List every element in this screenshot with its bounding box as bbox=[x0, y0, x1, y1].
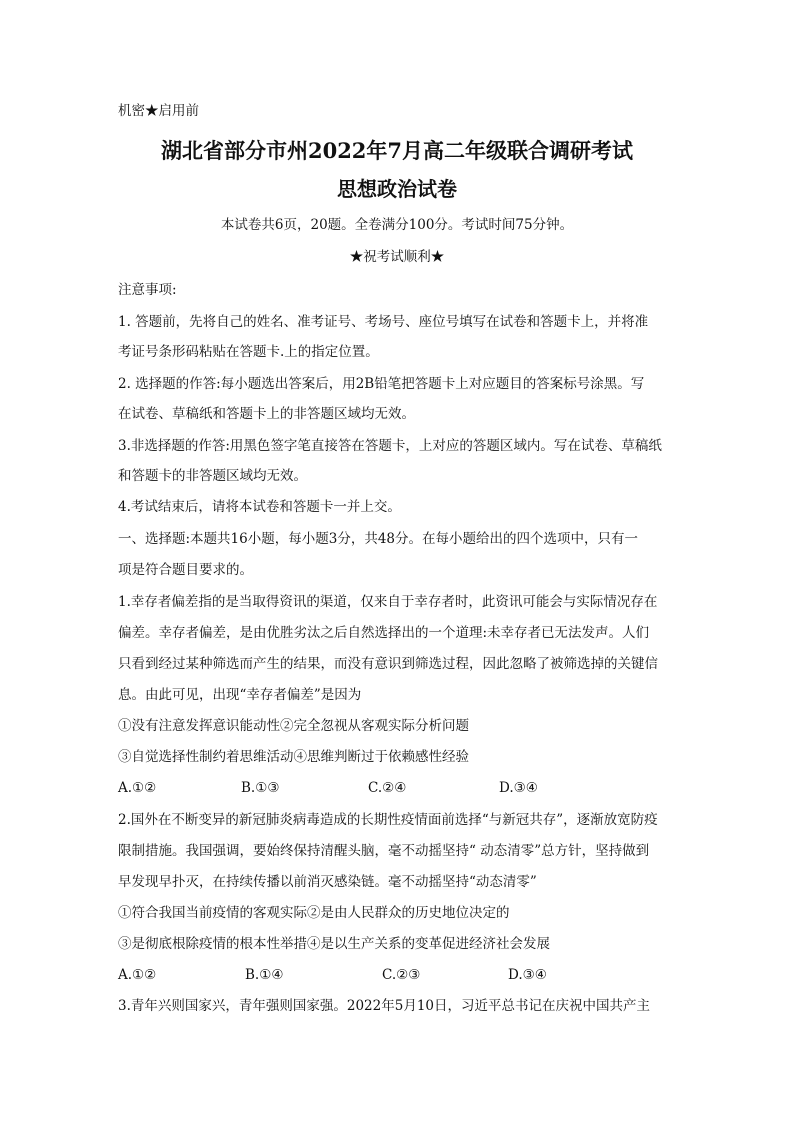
question-text: 1.幸存者偏差指的是当取得资讯的渠道，仅来自于幸存者时，此资讯可能会与实际情况存在 bbox=[118, 594, 658, 610]
notes-line: 4.考试结束后，请将本试卷和答题卡一并上交。 bbox=[118, 499, 401, 515]
answer-option-d: D.③④ bbox=[499, 780, 538, 796]
question-text: 息。由此可见，出现“幸存者偏差”是因为 bbox=[118, 687, 362, 703]
question-statement: ③是彻底根除疫情的根本性举措④是以生产关系的变革促进经济社会发展 bbox=[118, 936, 550, 952]
answer-option-b: B.①④ bbox=[245, 967, 284, 983]
question-text: 早发现早扑灭，在持续传播以前消灭感染链。毫不动摇坚持“动态清零” bbox=[118, 874, 537, 890]
exam-info: 本试卷共6页，20题。全卷满分100分。考试时间75分钟。 bbox=[220, 217, 574, 233]
answer-option-c: C.②④ bbox=[368, 780, 407, 796]
question-text: 偏差。幸存者偏差，是由优胜劣汰之后自然选择出的一个道理:未幸存者已无法发声。人们 bbox=[118, 625, 650, 641]
exam-title: 湖北省部分市州2022年7月高二年级联合调研考试 bbox=[160, 138, 634, 163]
section-heading: 一、选择题:本题共16小题，每小题3分，共48分。在每小题给出的四个选项中，只有一 bbox=[118, 531, 638, 547]
answer-option-d: D.③④ bbox=[508, 967, 547, 983]
answer-option-b: B.①③ bbox=[241, 780, 280, 796]
notes-line: 1. 答题前，先将自己的姓名、准考证号、考场号、座位号填写在试卷和答题卡上，并将准 bbox=[118, 314, 649, 330]
question-statement: ①没有注意发挥意识能动性②完全忽视从客观实际分析问题 bbox=[118, 718, 469, 734]
exam-subtitle: 思想政治试卷 bbox=[337, 177, 457, 201]
notes-line: 和答题卡的非答题区域均无效。 bbox=[118, 468, 307, 484]
good-luck-line: ★祝考试顺利★ bbox=[349, 249, 445, 265]
question-statement: ③自觉选择性制约着思维活动④思维判断过于依赖感性经验 bbox=[118, 749, 469, 765]
answer-option-a: A.①② bbox=[118, 780, 157, 796]
answer-option-c: C.②③ bbox=[382, 967, 421, 983]
notes-line: 2. 选择题的作答:每小题选出答案后，用2B铅笔把答题卡上对应题目的答案标号涂黑。写 bbox=[118, 376, 645, 392]
notes-line: 3.非选择题的作答:用黑色签字笔直接答在答题卡，上对应的答题区域内。写在试卷、草稿纸 bbox=[118, 438, 662, 454]
secret-label: 机密★启用前 bbox=[118, 103, 199, 119]
question-text: 2.国外在不断变异的新冠肺炎病毒造成的长期性疫情面前选择“与新冠共存”，逐渐放宽防疫 bbox=[118, 812, 658, 828]
question-statement: ①符合我国当前疫情的客观实际②是由人民群众的历史地位决定的 bbox=[118, 905, 510, 921]
notes-line: 考证号条形码粘贴在答题卡.上的指定位置。 bbox=[118, 344, 379, 360]
notes-line: 在试卷、草稿纸和答题卡上的非答题区域均无效。 bbox=[118, 406, 415, 422]
question-text: 只看到经过某种筛选而产生的结果，而没有意识到筛选过程，因此忽略了被筛选掉的关键信 bbox=[118, 656, 658, 672]
question-text: 限制措施。我国强调，要始终保持清醒头脑，毫不动摇坚持“ 动态清零”总方针，坚持做到 bbox=[118, 843, 650, 859]
section-heading: 项是符合题目要求的。 bbox=[118, 562, 253, 578]
notes-heading: 注意事项: bbox=[118, 282, 177, 298]
question-text: 3.青年兴则国家兴，青年强则国家强。2022年5月10日，习近平总书记在庆祝中国共产主 bbox=[118, 998, 651, 1014]
answer-option-a: A.①② bbox=[118, 967, 157, 983]
